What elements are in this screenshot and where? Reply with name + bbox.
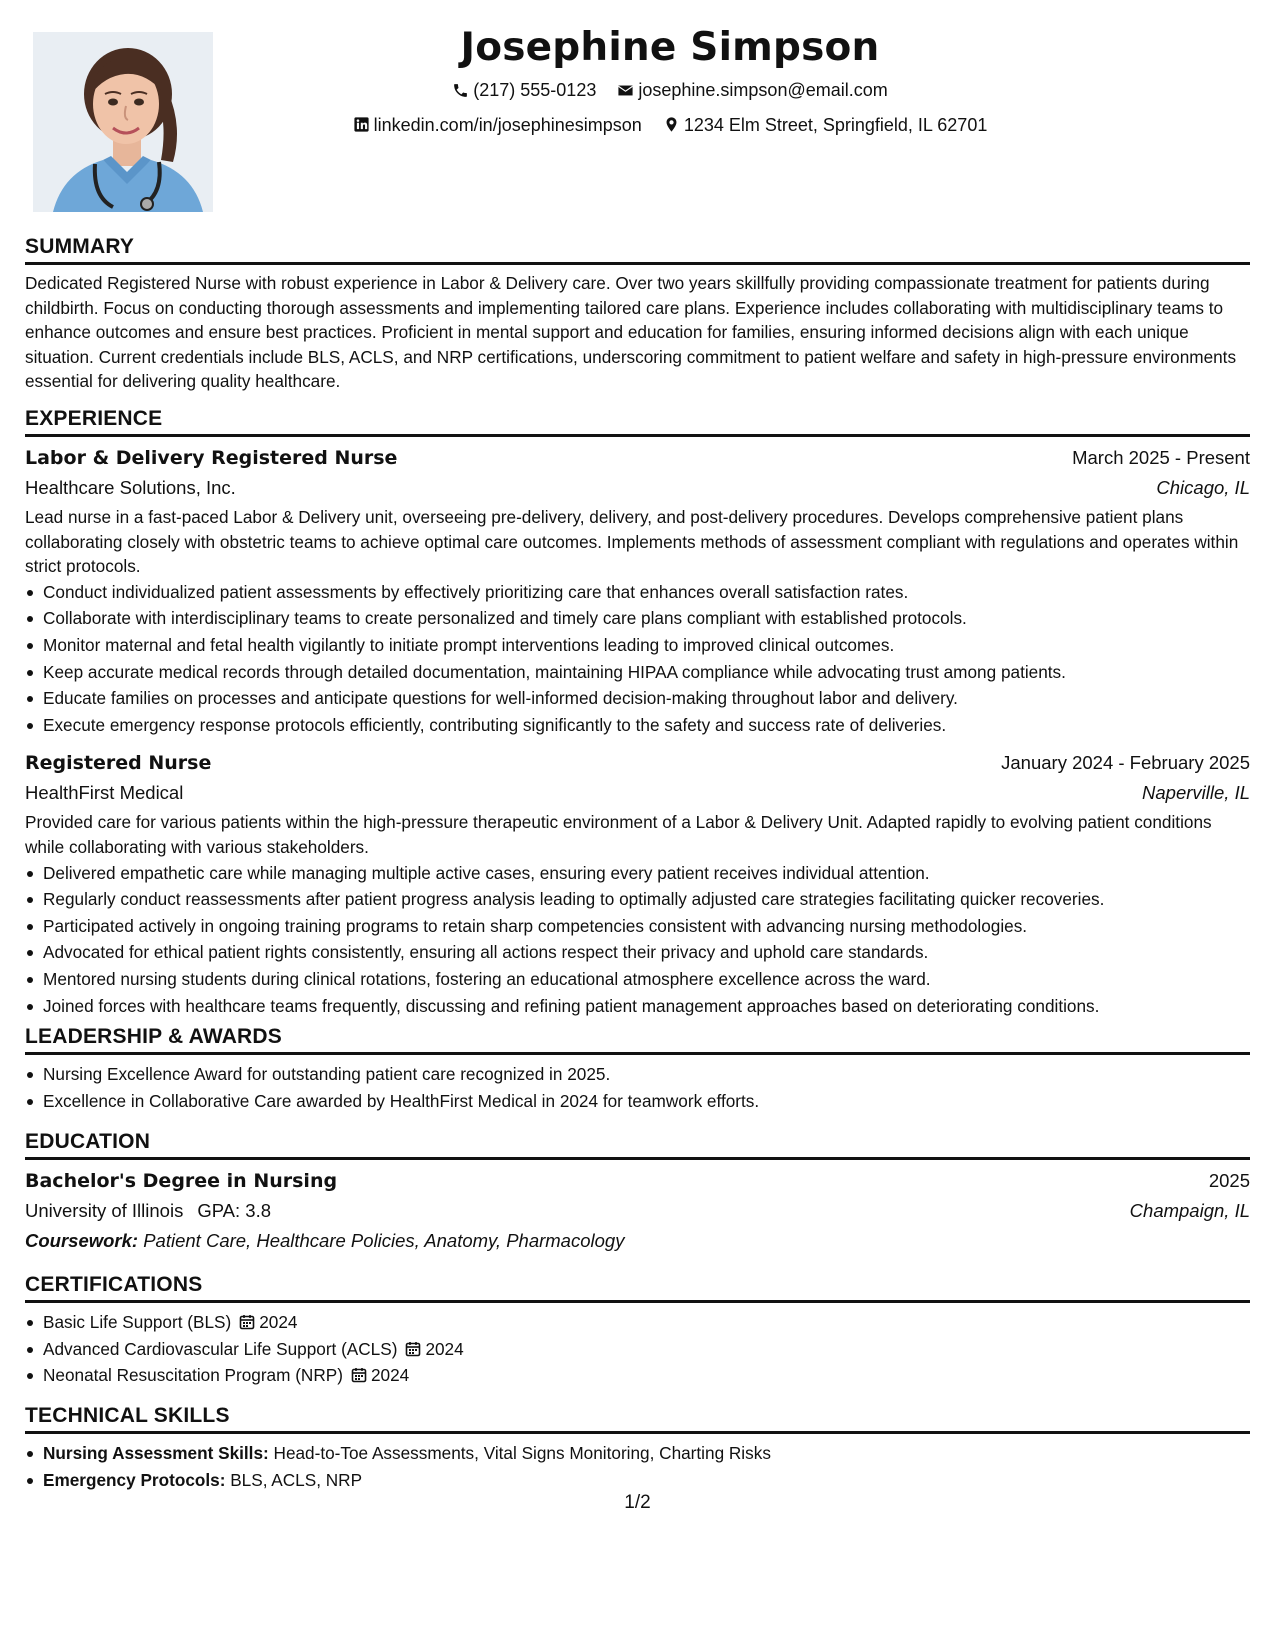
list-item: Participated actively in ongoing training programs to retain sharp competencies consistent with advancing nursing methodologies. [43,913,1250,940]
job-title: Labor & Delivery Registered Nurse [25,447,398,469]
cert-year: 2024 [259,1312,298,1332]
certifications-list [25,1309,1250,1389]
certifications-section [25,1272,1250,1389]
skill-value: BLS, ACLS, NRP [230,1469,363,1490]
job-company: Healthcare Solutions, Inc. [25,477,236,498]
job-header-row [25,443,1250,473]
gpa: GPA: 3.8 [197,1200,272,1221]
cert-name: Basic Life Support (BLS) [43,1312,232,1332]
job-company-row [25,778,1250,808]
resume-page [25,0,1250,1650]
section-title-certifications: CERTIFICATIONS [25,1272,1250,1303]
job-entry [25,748,1250,1019]
cert-name: Neonatal Resuscitation Program (NRP) [43,1365,343,1386]
graduation-year: 2025 [1208,1170,1250,1191]
list-item: Regularly conduct reassessments after patient progress analysis leading to optimally adjusted care strategies facilitating quicker recoveries. [43,886,1250,913]
summary-text: Dedicated Registered Nurse with robust experience in Labor & Delivery care. Over two years skillfully providing compassionate treatment for patients during childbirth. Focus on conducting thorough assessments and implementing tailored care plans. Experience includes collaborating with multidisciplinary teams to enhance outcomes and ensure best practices. Proficient in mental support and education for families, ensuring informed decisions align with each unique situation. Current credentials include BLS, ACLS, and NRP certifications, underscoring commitment to patient welfare and safety in high-pressure environments essential for delivering quality healthcare. [25,273,1237,392]
email-contact[interactable] [617,74,887,106]
job-bullets [25,579,1250,739]
job-bullets [25,860,1250,1020]
section-title-skills: TECHNICAL SKILLS [25,1403,1250,1434]
list-item: Collaborate with interdisciplinary teams to create personalized and timely care plans compliant with established protocols. [43,605,1250,632]
linkedin-text: linkedin.com/in/josephinesimpson [373,114,642,135]
list-item [43,1336,1250,1363]
job-location: Naperville, IL [1142,782,1250,804]
job-description: Provided care for various patients within the high-pressure therapeutic environment of a Labor & Delivery Unit. Adapted rapidly to evolving patient conditions while collaborating with various stakeholders. [25,812,1212,857]
section-title-education: EDUCATION [25,1129,1250,1160]
job-date: January 2024 - February 2025 [1001,752,1250,774]
linkedin-contact[interactable] [353,109,642,141]
school-row [25,1196,1250,1226]
list-item: Nursing Excellence Award for outstanding patient care recognized in 2025. [43,1061,1250,1088]
list-item: Mentored nursing students during clinical rotations, fostering an educational atmosphere excellence across the ward. [43,966,1250,993]
address-text: 1234 Elm Street, Springfield, IL 62701 [683,114,988,135]
cert-year: 2024 [425,1338,464,1359]
contact-row-1 [225,74,1115,109]
list-item: Conduct individualized patient assessments by effectively prioritizing care that enhances overall satisfaction rates. [43,579,1250,606]
job-header-row [25,748,1250,778]
summary-section [25,234,1250,394]
envelope-icon [617,82,634,99]
section-title-summary: SUMMARY [25,234,1250,265]
skill-value: Head-to-Toe Assessments, Vital Signs Monitoring, Charting Risks [273,1443,771,1463]
list-item [43,1467,1250,1494]
list-item [43,1309,1250,1336]
coursework [25,1226,1250,1256]
cert-year: 2024 [370,1365,410,1386]
section-title-experience: EXPERIENCE [25,406,1250,437]
list-item: Monitor maternal and fetal health vigilantly to initiate prompt interventions leading to improved clinical outcomes. [43,632,1250,659]
list-item [43,1362,1250,1389]
job-date: March 2025 - Present [1072,447,1250,468]
calendar-icon [405,1341,421,1357]
list-item: Delivered empathetic care while managing multiple active cases, ensuring every patient receives individual attention. [43,860,1250,887]
contact-row-2 [225,109,1115,144]
leadership-section [25,1024,1250,1114]
coursework-label: Coursework: [25,1230,139,1251]
skills-section [25,1403,1250,1493]
list-item: Educate families on processes and anticipate questions for well-informed decision-making throughout labor and delivery. [43,685,1250,712]
list-item: Advocated for ethical patient rights consistently, ensuring all actions respect their privacy and uphold care standards. [43,939,1250,966]
calendar-icon [351,1367,367,1383]
list-item [43,1440,1250,1467]
job-entry [25,443,1250,738]
list-item: Joined forces with healthcare teams frequently, discussing and refining patient management approaches based on deteriorating conditions. [43,993,1250,1020]
profile-photo [33,32,213,212]
job-description: Lead nurse in a fast-paced Labor & Delivery unit, overseeing pre-delivery, delivery, and post-delivery procedures. Develops comprehensive patient plans collaborating closely with obstetric teams to achieve optimal care outcomes. Implements methods of assessment compliant with regulations and operates within strict protocols. [25,507,1239,577]
address-contact [663,109,988,141]
location-pin-icon [663,116,680,133]
email-text: josephine.simpson@email.com [638,80,888,100]
job-title: Registered Nurse [25,752,212,775]
linkedin-icon [353,116,370,133]
list-item: Excellence in Collaborative Care awarded by HealthFirst Medical in 2024 for teamwork efforts. [43,1088,1250,1115]
skill-label: Nursing Assessment Skills: [43,1443,269,1463]
job-company: HealthFirst Medical [25,782,184,804]
page-number: 1/2 [624,1492,651,1513]
degree-row [25,1166,1250,1196]
list-item: Execute emergency response protocols efficiently, contributing significantly to the safety and success rate of deliveries. [43,712,1250,739]
skills-list [25,1440,1250,1493]
school-name: University of Illinois [25,1200,184,1221]
candidate-name: Josephine Simpson [460,25,880,70]
job-company-row [25,473,1250,503]
degree-title: Bachelor's Degree in Nursing [25,1170,338,1192]
awards-list [25,1061,1250,1114]
phone-icon [452,82,469,99]
resume-header [225,22,1115,143]
coursework-text: Patient Care, Healthcare Policies, Anatomy, Pharmacology [143,1230,625,1251]
section-title-leadership: LEADERSHIP & AWARDS [25,1024,1250,1055]
job-location: Chicago, IL [1156,477,1250,498]
calendar-icon [239,1314,255,1330]
phone-text: (217) 555-0123 [473,80,597,100]
phone-contact [452,74,596,106]
education-section [25,1129,1250,1256]
skill-label: Emergency Protocols: [43,1469,226,1490]
school-info [25,1196,271,1226]
cert-name: Advanced Cardiovascular Life Support (ACLS) [43,1338,398,1359]
list-item: Keep accurate medical records through detailed documentation, maintaining HIPAA compliance while advocating trust among patients. [43,659,1250,686]
school-location: Champaign, IL [1129,1200,1250,1221]
experience-section [25,406,1250,1019]
